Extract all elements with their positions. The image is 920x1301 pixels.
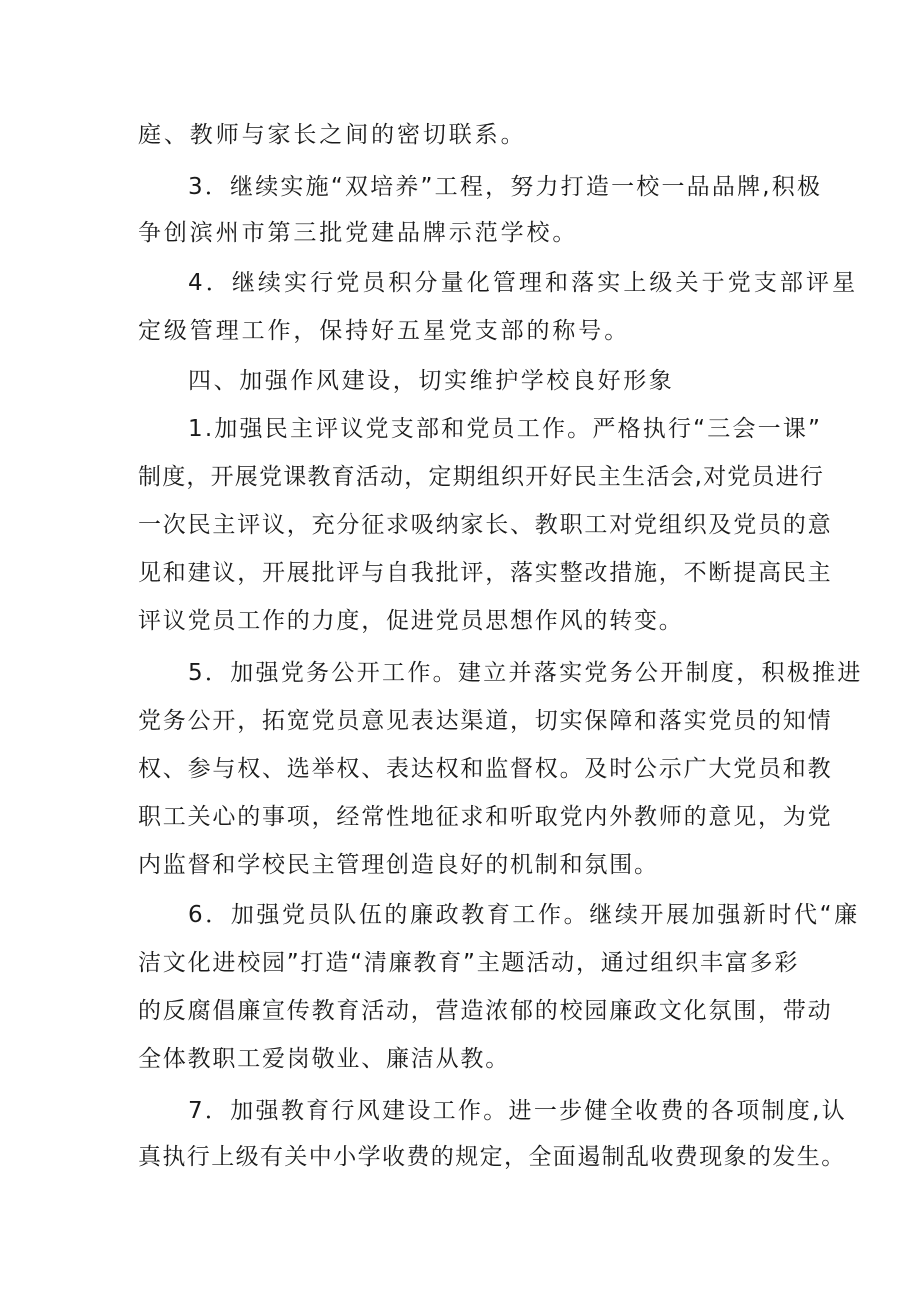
paragraph-line: 庭、教师与家长之间的密切联系。 <box>138 122 527 148</box>
paragraph-line: 7．加强教育行风建设工作。进一步健全收费的各项制度,认 <box>188 1098 848 1124</box>
paragraph-line: 4．继续实行党员积分量化管理和落实上级关于党支部评星 <box>188 270 859 296</box>
paragraph-line: 3．继续实施“双培养”工程，努力打造一校一品品牌,积极 <box>188 174 823 200</box>
paragraph-line: 5．加强党务公开工作。建立并落实党务公开制度，积极推进 <box>188 660 863 686</box>
paragraph-line: 权、参与权、选举权、表达权和监督权。及时公示广大党员和教 <box>138 756 833 782</box>
paragraph-line: 评议党员工作的力度，促进党员思想作风的转变。 <box>138 608 684 634</box>
paragraph-line: 的反腐倡廉宣传教育活动，营造浓郁的校园廉政文化氛围，带动 <box>138 998 833 1024</box>
paragraph-line: 6．加强党员队伍的廉政教育工作。继续开展加强新时代“廉 <box>188 902 860 928</box>
paragraph-line: 真执行上级有关中小学收费的规定，全面遏制乱收费现象的发生。 <box>138 1144 846 1170</box>
paragraph-line: 内监督和学校民主管理创造良好的机制和氛围。 <box>138 852 659 878</box>
paragraph-line: 定级管理工作，保持好五星党支部的称号。 <box>138 318 631 344</box>
paragraph-line: 1.加强民主评议党支部和党员工作。严格执行“三会一课” <box>188 416 823 442</box>
section-heading: 四、加强作风建设，切实维护学校良好形象 <box>188 368 675 394</box>
paragraph-line: 制度，开展党课教育活动，定期组织开好民主生活会,对党员进行 <box>138 464 825 490</box>
paragraph-line: 洁文化进校园”打造“清廉教育”主题活动，通过组织丰富多彩 <box>138 950 800 976</box>
paragraph-line: 一次民主评议，充分征求吸纳家长、教职工对党组织及党员的意 <box>138 512 833 538</box>
paragraph-line: 全体教职工爱岗敬业、廉洁从教。 <box>138 1046 510 1072</box>
paragraph-line: 党务公开，拓宽党员意见表达渠道，切实保障和落实党员的知情 <box>138 708 833 734</box>
paragraph-line: 见和建议，开展批评与自我批评，落实整改措施，不断提高民主 <box>138 560 833 586</box>
paragraph-line: 争创滨州市第三批党建品牌示范学校。 <box>138 220 579 246</box>
paragraph-line: 职工关心的事项，经常性地征求和听取党内外教师的意见，为党 <box>138 804 833 830</box>
